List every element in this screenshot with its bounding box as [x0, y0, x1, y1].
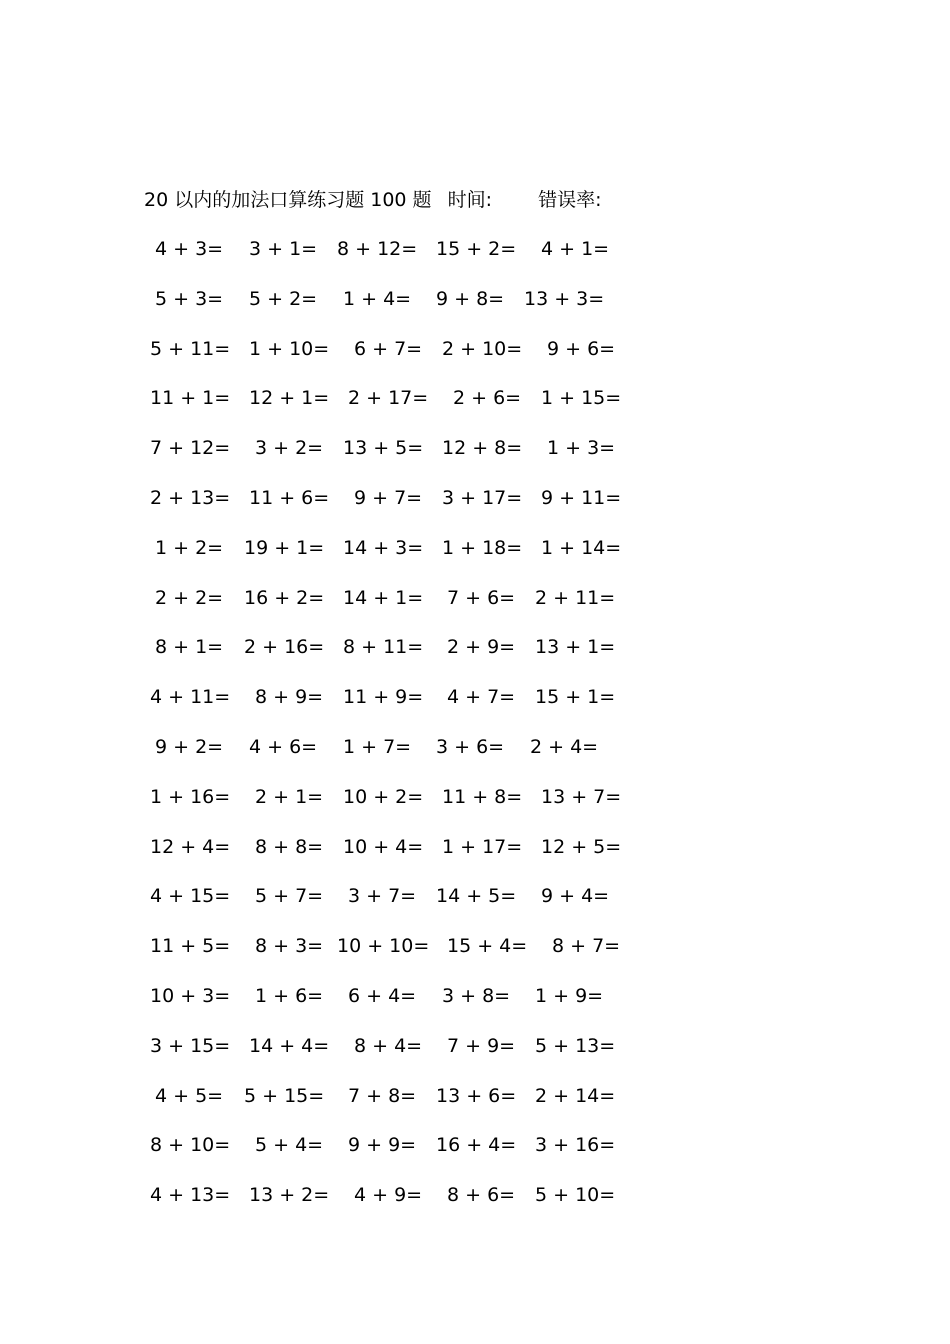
addition-problem: 3 + 8= — [442, 985, 511, 1007]
addition-problem: 2 + 10= — [442, 337, 523, 360]
addition-problem: 3 + 17= — [442, 487, 523, 509]
addition-problem: 1 + 14= — [541, 536, 622, 559]
addition-problem: 9 + 11= — [541, 487, 622, 509]
addition-problem: 12 + 5= — [541, 835, 622, 858]
problem-row — [0, 632, 950, 662]
addition-problem: 7 + 8= — [348, 1084, 417, 1107]
addition-problem: 8 + 1= — [155, 636, 224, 659]
addition-problem: 4 + 6= — [249, 736, 318, 758]
problem-row — [0, 881, 950, 911]
addition-problem: 7 + 6= — [447, 586, 516, 609]
addition-problem: 7 + 12= — [150, 437, 231, 460]
problem-row — [0, 533, 950, 563]
problem-row — [0, 1130, 950, 1160]
addition-problem: 5 + 10= — [535, 1184, 616, 1207]
addition-problem: 4 + 1= — [541, 238, 610, 260]
addition-problem: 13 + 6= — [436, 1084, 517, 1107]
addition-problem: 3 + 1= — [249, 238, 318, 260]
addition-problem: 8 + 10= — [150, 1134, 231, 1157]
worksheet-title: 20 以内的加法口算练习题 100 题 — [144, 189, 432, 211]
addition-problem: 2 + 13= — [150, 487, 231, 509]
addition-problem: 3 + 16= — [535, 1134, 616, 1157]
addition-problem: 9 + 2= — [155, 736, 224, 758]
addition-problem: 16 + 2= — [244, 586, 325, 609]
addition-problem: 3 + 6= — [436, 736, 505, 758]
addition-problem: 8 + 9= — [255, 686, 324, 709]
addition-problem: 1 + 16= — [150, 785, 231, 808]
addition-problem: 2 + 1= — [255, 785, 324, 808]
addition-problem: 2 + 16= — [244, 636, 325, 659]
addition-problem: 2 + 4= — [530, 736, 599, 758]
addition-problem: 5 + 15= — [244, 1084, 325, 1107]
addition-problem: 2 + 6= — [453, 387, 522, 410]
addition-problem: 8 + 11= — [343, 636, 424, 659]
addition-problem: 4 + 13= — [150, 1184, 231, 1207]
problem-row — [0, 832, 950, 862]
addition-problem: 12 + 4= — [150, 835, 231, 858]
addition-problem: 1 + 9= — [535, 985, 604, 1007]
addition-problem: 1 + 15= — [541, 387, 622, 410]
addition-problem: 15 + 1= — [535, 686, 616, 709]
addition-problem: 5 + 3= — [155, 287, 224, 310]
addition-problem: 4 + 15= — [150, 885, 231, 908]
addition-problem: 2 + 9= — [447, 636, 516, 659]
problem-row — [0, 433, 950, 463]
addition-problem: 13 + 5= — [343, 437, 424, 460]
addition-problem: 1 + 3= — [547, 437, 616, 460]
addition-problem: 4 + 3= — [155, 238, 224, 260]
addition-problem: 4 + 11= — [150, 686, 231, 709]
addition-problem: 9 + 9= — [348, 1134, 417, 1157]
addition-problem: 14 + 4= — [249, 1034, 330, 1057]
problem-row — [0, 1081, 950, 1111]
addition-problem: 13 + 2= — [249, 1184, 330, 1207]
addition-problem: 8 + 7= — [552, 935, 621, 958]
addition-problem: 4 + 9= — [354, 1184, 423, 1207]
addition-problem: 9 + 6= — [547, 337, 616, 360]
addition-problem: 11 + 9= — [343, 686, 424, 709]
addition-problem: 13 + 7= — [541, 785, 622, 808]
addition-problem: 1 + 7= — [343, 736, 412, 758]
problem-row — [0, 732, 950, 762]
addition-problem: 8 + 12= — [337, 238, 418, 260]
addition-problem: 2 + 11= — [535, 586, 616, 609]
addition-problem: 16 + 4= — [436, 1134, 517, 1157]
problem-row — [0, 483, 950, 513]
problem-row — [0, 682, 950, 712]
problem-row — [0, 583, 950, 613]
addition-problem: 2 + 17= — [348, 387, 429, 410]
time-label: 时间: — [447, 189, 493, 211]
addition-problem: 11 + 8= — [442, 785, 523, 808]
addition-problem: 4 + 5= — [155, 1084, 224, 1107]
addition-problem: 8 + 3= — [255, 935, 324, 958]
problem-row — [0, 284, 950, 314]
addition-problem: 12 + 8= — [442, 437, 523, 460]
addition-problem: 5 + 4= — [255, 1134, 324, 1157]
addition-problem: 10 + 2= — [343, 785, 424, 808]
addition-problem: 2 + 14= — [535, 1084, 616, 1107]
addition-problem: 1 + 4= — [343, 287, 412, 310]
addition-problem: 12 + 1= — [249, 387, 330, 410]
addition-problem: 14 + 5= — [436, 885, 517, 908]
addition-problem: 15 + 2= — [436, 238, 517, 260]
addition-problem: 14 + 3= — [343, 536, 424, 559]
addition-problem: 1 + 10= — [249, 337, 330, 360]
problem-row — [0, 981, 950, 1011]
problem-row — [0, 1180, 950, 1210]
addition-problem: 3 + 2= — [255, 437, 324, 460]
addition-problem: 10 + 4= — [343, 835, 424, 858]
addition-problem: 1 + 18= — [442, 536, 523, 559]
addition-problem: 5 + 7= — [255, 885, 324, 908]
addition-problem: 14 + 1= — [343, 586, 424, 609]
addition-problem: 11 + 1= — [150, 387, 231, 410]
addition-problem: 8 + 8= — [255, 835, 324, 858]
addition-problem: 10 + 10= — [337, 935, 430, 958]
problem-row — [0, 383, 950, 413]
addition-problem: 10 + 3= — [150, 985, 231, 1007]
problem-row — [0, 782, 950, 812]
addition-problem: 5 + 13= — [535, 1034, 616, 1057]
addition-problem: 3 + 15= — [150, 1034, 231, 1057]
problem-row — [0, 931, 950, 961]
addition-problem: 9 + 8= — [436, 287, 505, 310]
addition-problem: 8 + 4= — [354, 1034, 423, 1057]
addition-problem: 9 + 7= — [354, 487, 423, 509]
addition-problem: 4 + 7= — [447, 686, 516, 709]
problem-row — [0, 334, 950, 364]
addition-problem: 1 + 2= — [155, 536, 224, 559]
addition-problem: 11 + 6= — [249, 487, 330, 509]
addition-problem: 6 + 4= — [348, 985, 417, 1007]
addition-problem: 13 + 3= — [524, 287, 605, 310]
addition-problem: 5 + 2= — [249, 287, 318, 310]
addition-problem: 3 + 7= — [348, 885, 417, 908]
addition-problem: 8 + 6= — [447, 1184, 516, 1207]
addition-problem: 1 + 6= — [255, 985, 324, 1007]
addition-problem: 15 + 4= — [447, 935, 528, 958]
addition-problem: 1 + 17= — [442, 835, 523, 858]
problem-row — [0, 1031, 950, 1061]
problem-row — [0, 234, 950, 264]
addition-problem: 2 + 2= — [155, 586, 224, 609]
addition-problem: 9 + 4= — [541, 885, 610, 908]
addition-problem: 5 + 11= — [150, 337, 231, 360]
error-rate-label: 错误率: — [538, 189, 602, 211]
addition-problem: 6 + 7= — [354, 337, 423, 360]
addition-problem: 11 + 5= — [150, 935, 231, 958]
addition-problem: 7 + 9= — [447, 1034, 516, 1057]
addition-problem: 19 + 1= — [244, 536, 325, 559]
addition-problem: 13 + 1= — [535, 636, 616, 659]
